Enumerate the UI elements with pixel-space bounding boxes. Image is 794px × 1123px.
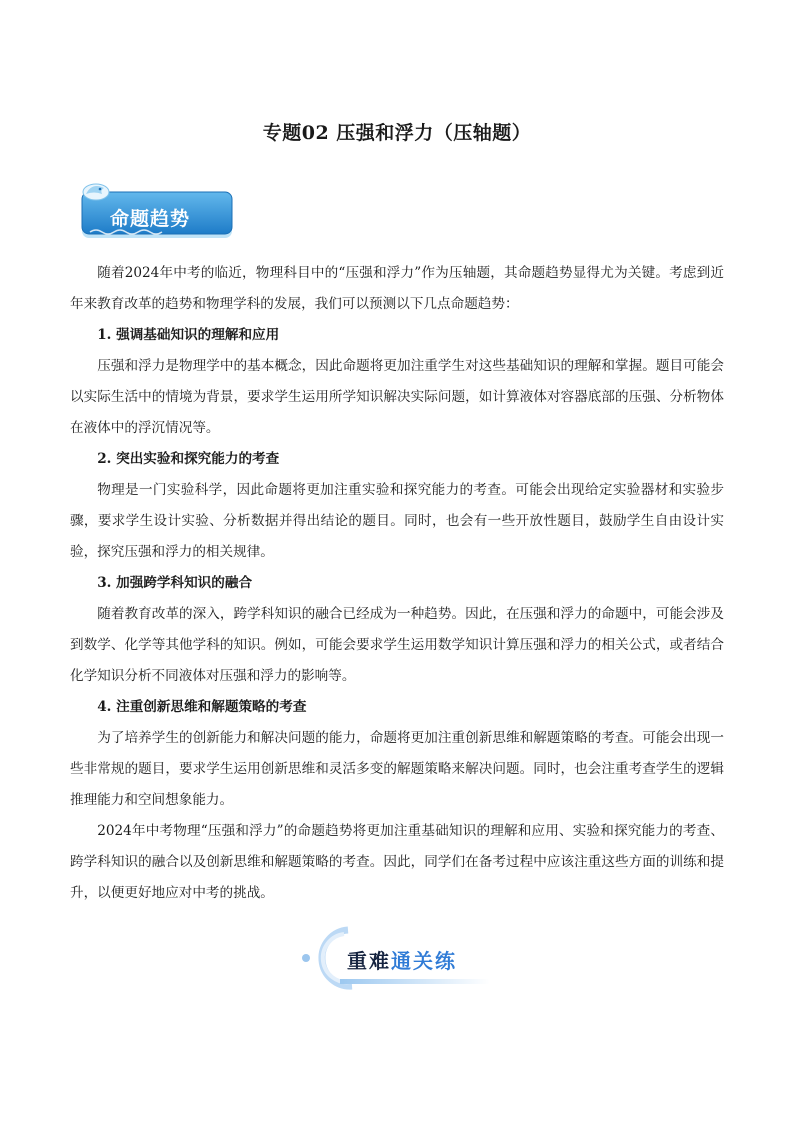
document-body [70,258,724,909]
intro-paragraph: 随着2024年中考的临近，物理科目中的“压强和浮力”作为压轴题，其命题趋势显得尤为关键。考虑到近年来教育改革的趋势和物理学科的发展，我们可以预测以下几点命题趋势： [70,265,724,312]
section-badge-label: 命题趋势 [110,208,191,230]
page-title: 专题02 压强和浮力（压轴题） [262,122,532,144]
point-body: 压强和浮力是物理学中的基本概念，因此命题将更加注重学生对这些基础知识的理解和掌握。题目可能会以实际生活中的情境为背景，要求学生运用所学知识解决实际问题，如计算液体对容器底部的压强、分析物体在液体中的浮沉情况等。 [70,358,724,436]
section-badge [80,180,240,242]
practice-section-badge [300,920,500,992]
point-heading: 4. 注重创新思维和解题策略的考查 [97,699,307,715]
point-body: 随着教育改革的深入，跨学科知识的融合已经成为一种趋势。因此，在压强和浮力的命题中，可能会涉及到数学、化学等其他学科的知识。例如，可能会要求学生运用数学知识计算压强和浮力的相关公式，或者结合化学知识分析不同液体对压强和浮力的影响等。 [70,606,724,684]
conclusion-paragraph: 2024年中考物理“压强和浮力”的命题趋势将更加注重基础知识的理解和应用、实验和探究能力的考查、跨学科知识的融合以及创新思维和解题策略的考查。因此，同学们在备考过程中应该注重这些方面的训练和提升，以便更好地应对中考的挑战。 [70,823,724,901]
point-heading: 1. 强调基础知识的理解和应用 [97,327,280,343]
point-heading: 3. 加强跨学科知识的融合 [97,575,253,591]
point-body: 为了培养学生的创新能力和解决问题的能力，命题将更加注重创新思维和解题策略的考查。可能会出现一些非常规的题目，要求学生运用创新思维和灵活多变的解题策略来解决问题。同时，也会注重考查学生的逻辑推理能力和空间想象能力。 [70,730,724,808]
practice-label-part1: 重难 [347,949,391,973]
point-heading: 2. 突出实验和探究能力的考查 [97,451,280,467]
practice-label-part2: 通关练 [391,949,457,973]
point-body: 物理是一门实验科学，因此命题将更加注重实验和探究能力的考查。可能会出现给定实验器材和实验步骤，要求学生设计实验、分析数据并得出结论的题目。同时，也会有一些开放性题目，鼓励学生自由设计实验，探究压强和浮力的相关规律。 [70,482,724,560]
